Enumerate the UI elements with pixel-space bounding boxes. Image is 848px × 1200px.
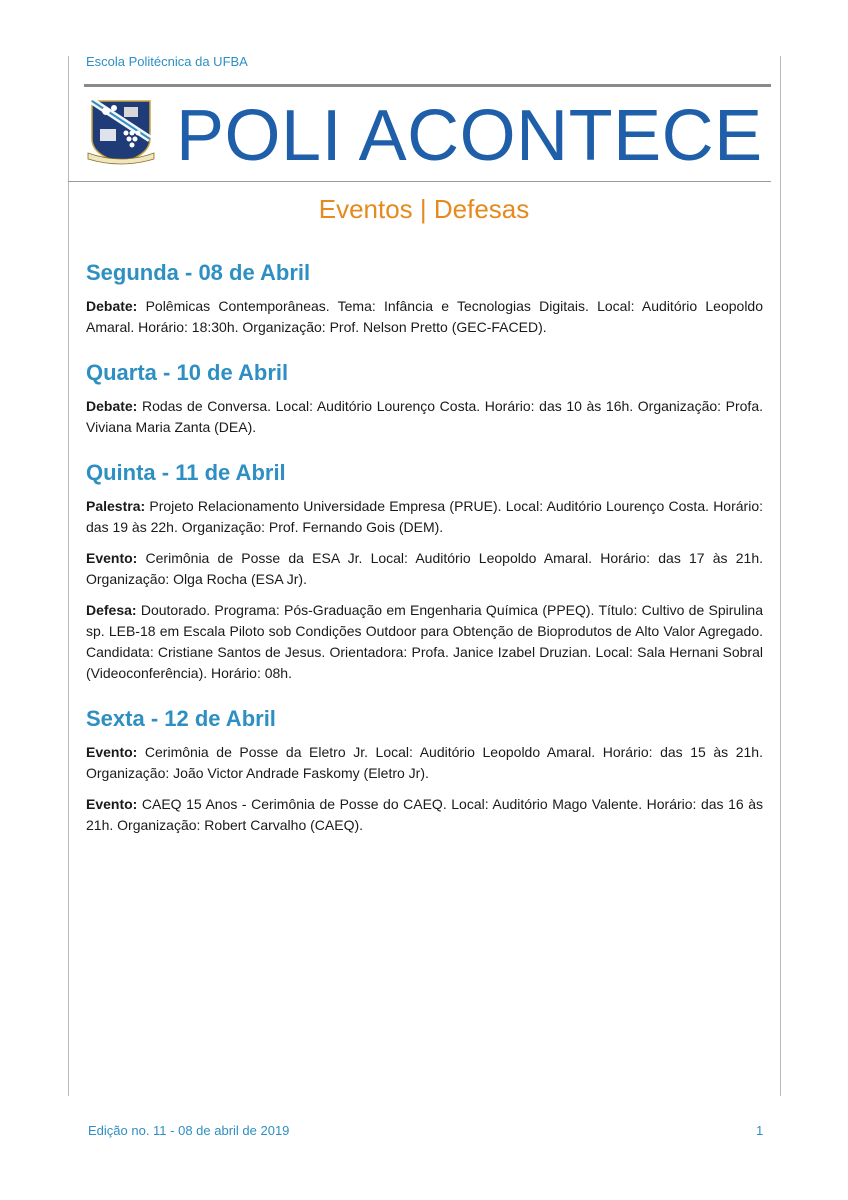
event-item (86, 396, 763, 438)
event-description: Doutorado. Programa: Pós-Graduação em Engenharia Química (PPEQ). Título: Cultivo de Spirulina sp. LEB-18 em Escala Piloto sob Condições Outdoor para Obtenção de Bioprodutos de Alto Valor Agregado. Candidata: Cristiane Santos de Jesus. Orientadora: Profa. Janice Izabel Druzian. Local: Sala Hernani Sobral (Videoconferência). Horário: 08h. (86, 602, 763, 681)
event-type: Evento: (86, 744, 138, 760)
day-heading: Quinta - 11 de Abril (86, 460, 286, 485)
page-number: 1 (756, 1123, 764, 1138)
day-monday (86, 258, 763, 338)
event-description: CAEQ 15 Anos - Cerimônia de Posse do CAEQ. Local: Auditório Mago Valente. Horário: das 16 às 21h. Organização: Robert Carvalho (CAEQ). (86, 796, 763, 833)
event-description: Cerimônia de Posse da ESA Jr. Local: Auditório Leopoldo Amaral. Horário: das 17 às 21h. Organização: Olga Rocha (ESA Jr). (86, 550, 763, 587)
event-description: Polêmicas Contemporâneas. Tema: Infância e Tecnologias Digitais. Local: Auditório Leopoldo Amaral. Horário: 18:30h. Organização: Prof. Nelson Pretto (GEC-FACED). (86, 298, 763, 335)
event-item (86, 742, 763, 784)
event-item (86, 794, 763, 836)
day-heading: Quarta - 10 de Abril (86, 360, 289, 385)
event-description: Cerimônia de Posse da Eletro Jr. Local: Auditório Leopoldo Amaral. Horário: das 15 às 21h. Organização: João Victor Andrade Faskomy (Eletro Jr). (86, 744, 763, 781)
day-heading: Segunda - 08 de Abril (86, 260, 311, 285)
event-item (86, 496, 763, 538)
school-name: Escola Politécnica da UFBA (86, 54, 248, 69)
day-heading: Sexta - 12 de Abril (86, 706, 276, 731)
event-type: Defesa: (86, 602, 137, 618)
section-title: Eventos | Defesas (318, 194, 530, 224)
event-item (86, 548, 763, 590)
day-friday (86, 704, 763, 836)
header-divider (84, 84, 771, 87)
event-description: Rodas de Conversa. Local: Auditório Lourenço Costa. Horário: das 10 às 16h. Organização: Profa. Viviana Maria Zanta (DEA). (86, 398, 763, 435)
masthead-divider (68, 181, 771, 182)
event-item (86, 600, 763, 684)
event-type: Debate: (86, 298, 138, 314)
event-item (86, 296, 763, 338)
event-type: Debate: (86, 398, 138, 414)
edition-footer: Edição no. 11 - 08 de abril de 2019 (88, 1123, 290, 1138)
day-wednesday (86, 358, 763, 438)
day-thursday (86, 458, 763, 684)
events-list (86, 258, 763, 856)
event-type: Evento: (86, 550, 138, 566)
event-type: Palestra: (86, 498, 146, 514)
event-description: Projeto Relacionamento Universidade Empresa (PRUE). Local: Auditório Lourenço Costa. Horário: das 19 às 22h. Organização: Prof. Fernando Gois (DEM). (86, 498, 763, 535)
event-type: Evento: (86, 796, 138, 812)
newsletter-title: POLI ACONTECE (176, 96, 763, 176)
university-crest-logo (86, 99, 156, 165)
